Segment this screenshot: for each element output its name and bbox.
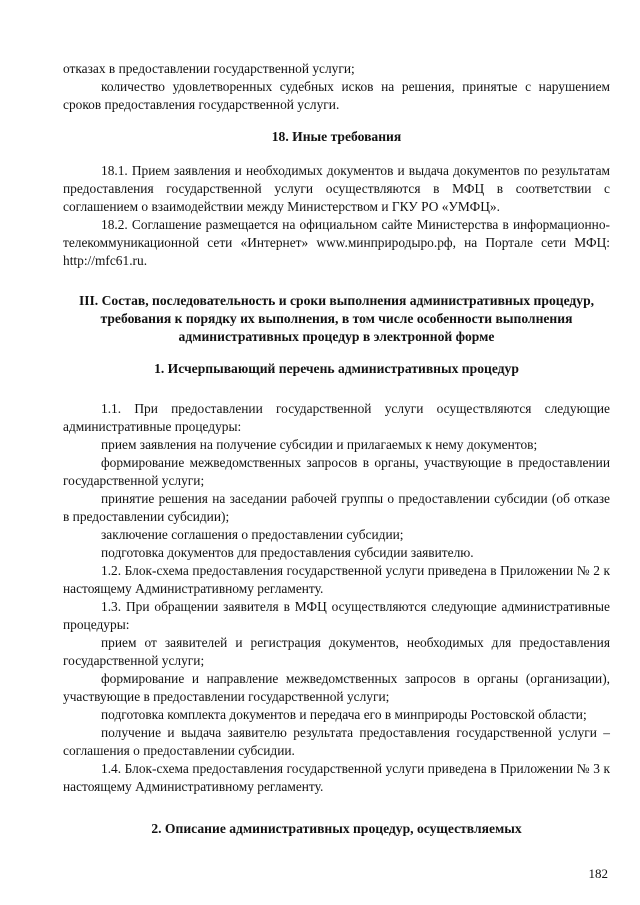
- list-paragraph: прием от заявителей и регистрация документов, необходимых для предоставления государственной услуги;: [63, 635, 610, 668]
- list-paragraph: 1.1. При предоставлении государственной услуги осуществляются следующие административные процедуры:: [63, 401, 610, 434]
- list-paragraph: формирование межведомственных запросов в органы, участвующие в предоставлении государственной услуги;: [63, 455, 610, 488]
- chapter-heading-3: III. Состав, последовательность и сроки выполнения административных процедур, требования к порядку их выполнения, в том числе особенности выполнения административных процедур в электронной форме: [78, 293, 595, 344]
- list-paragraph: 1.3. При обращении заявителя в МФЦ осуществляются следующие административные процедуры:: [63, 599, 610, 632]
- subsection-heading-2: 2. Описание административных процедур, осуществляемых: [151, 821, 522, 836]
- paragraph: количество удовлетворенных судебных исков на решения, принятые с нарушением сроков предоставления государственной услуги.: [63, 79, 610, 112]
- paragraph: отказах в предоставлении государственной услуги;: [63, 61, 355, 76]
- list-paragraph: 1.4. Блок-схема предоставления государственной услуги приведена в Приложении № 3 к настоящему Административному регламенту.: [63, 761, 610, 794]
- list-paragraph: формирование и направление межведомственных запросов в органы (организации), участвующие в предоставлении государственной услуги;: [63, 671, 610, 704]
- paragraph: 18.1. Прием заявления и необходимых документов и выдача документов по результатам предоставления государственной услуги осуществляются в МФЦ в соответствии с соглашением о взаимодействии между Министерством и ГКУ РО «УМФЦ».: [63, 163, 610, 214]
- document-page: [63, 60, 610, 838]
- list-paragraph: прием заявления на получение субсидии и прилагаемых к нему документов;: [101, 437, 538, 452]
- list-paragraph: заключение соглашения о предоставлении субсидии;: [101, 527, 404, 542]
- subsection-heading-1: 1. Исчерпывающий перечень административных процедур: [154, 361, 519, 376]
- list-paragraph: подготовка документов для предоставления субсидии заявителю.: [101, 545, 474, 560]
- paragraph: 18.2. Соглашение размещается на официальном сайте Министерства в информационно-телекоммуникационной сети «Интернет» www.минприродыро.рф, на Портале сети МФЦ: http://mfc61.ru.: [63, 217, 610, 268]
- list-paragraph: 1.2. Блок-схема предоставления государственной услуги приведена в Приложении № 2 к настоящему Административному регламенту.: [63, 563, 610, 596]
- list-paragraph: получение и выдача заявителю результата предоставления государственной услуги – соглашения о предоставлении субсидии.: [63, 725, 610, 758]
- list-paragraph: подготовка комплекта документов и передача его в минприроды Ростовской области;: [101, 707, 587, 722]
- list-paragraph: принятие решения на заседании рабочей группы о предоставлении субсидии (об отказе в предоставлении субсидии);: [63, 491, 610, 524]
- page-number: 182: [588, 866, 608, 881]
- section-heading-18: 18. Иные требования: [271, 129, 402, 144]
